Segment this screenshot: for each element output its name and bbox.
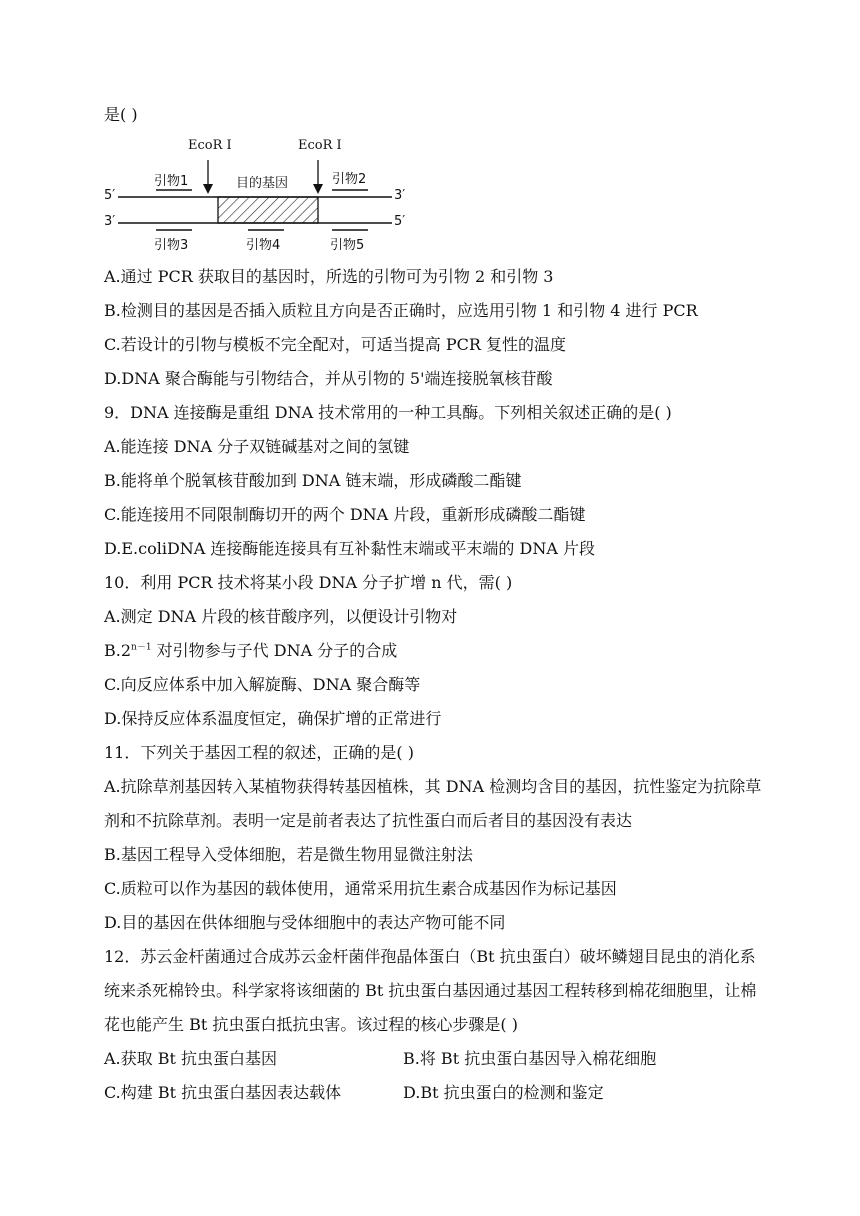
- q10-stem: 10．利用 PCR 技术将某小段 DNA 分子扩增 n 代，需( ): [104, 573, 513, 592]
- primer2-label: 引物2: [332, 172, 367, 187]
- q8-option-b: B.检测目的基因是否插入质粒且方向是否正确时，应选用引物 1 和引物 4 进行 PCR: [104, 301, 698, 320]
- q9-option-c: C.能连接用不同限制酶切开的两个 DNA 片段，重新形成磷酸二酯键: [104, 505, 586, 524]
- top-left-end-label: 5′: [104, 188, 116, 203]
- q12-option-c: C.构建 Bt 抗虫蛋白基因表达载体: [104, 1083, 342, 1102]
- q10-option-b-suffix: 对引物参与子代 DNA 分子的合成: [151, 641, 398, 660]
- q12-option-b: B.将 Bt 抗虫蛋白基因导入棉花细胞: [403, 1049, 657, 1068]
- top-right-end-label: 3′: [394, 188, 406, 203]
- exam-page: [104, 98, 764, 1110]
- bottom-left-end-label: 3′: [104, 214, 116, 229]
- q11-option-b: B.基因工程导入受体细胞，若是微生物用显微注射法: [104, 845, 473, 864]
- q10-option-d: D.保持反应体系温度恒定，确保扩增的正常进行: [104, 709, 442, 728]
- q12-options-row-1: [104, 1042, 764, 1076]
- primer3-label: 引物3: [154, 238, 189, 253]
- q9-option-a: A.能连接 DNA 分子双链碱基对之间的氢键: [104, 437, 410, 456]
- enzyme-label-right: EcoR Ⅰ: [298, 138, 342, 153]
- bottom-right-end-label: 5′: [394, 214, 406, 229]
- primer1-label: 引物1: [154, 174, 189, 189]
- primer4-label: 引物4: [246, 238, 281, 253]
- target-gene-box: [218, 197, 318, 223]
- q12-options-row-2: [104, 1076, 764, 1110]
- q10-option-b: [104, 634, 764, 668]
- q10-option-c: C.向反应体系中加入解旋酶、DNA 聚合酶等: [104, 675, 421, 694]
- q9-option-d: D.E.coliDNA 连接酶能连接具有互补黏性末端或平末端的 DNA 片段: [104, 539, 595, 558]
- q10-option-b-exponent: n－1: [131, 642, 152, 653]
- primer5-label: 引物5: [330, 238, 365, 253]
- q11-option-c: C.质粒可以作为基因的载体使用，通常采用抗生素合成基因作为标记基因: [104, 879, 617, 898]
- question-8-stem-end: 是( ): [104, 105, 138, 124]
- enzyme-label-left: EcoR Ⅰ: [188, 138, 232, 153]
- q8-option-c: C.若设计的引物与模板不完全配对，可适当提高 PCR 复性的温度: [104, 335, 566, 354]
- q9-option-b: B.能将单个脱氧核苷酸加到 DNA 链末端，形成磷酸二酯键: [104, 471, 522, 490]
- q11-option-d: D.目的基因在供体细胞与受体细胞中的表达产物可能不同: [104, 913, 506, 932]
- q12-stem: 12．苏云金杆菌通过合成苏云金杆菌伴孢晶体蛋白（Bt 抗虫蛋白）破坏鳞翅目昆虫的消化系统来杀死棉铃虫。科学家将该细菌的 Bt 抗虫蛋白基因通过基因工程转移到棉花细胞里，让棉花也能产生 Bt 抗虫蛋白抵抗虫害。该过程的核心步骤是( ): [104, 947, 757, 1034]
- q10-option-b-prefix: B.2: [104, 641, 132, 660]
- q12-option-d: D.Bt 抗虫蛋白的检测和鉴定: [403, 1083, 604, 1102]
- q11-option-a: A.抗除草剂基因转入某植物获得转基因植株，其 DNA 检测均含目的基因，抗性鉴定为抗除草剂和不抗除草剂。表明一定是前者表达了抗性蛋白而后者目的基因没有表达: [104, 777, 762, 830]
- target-gene-label: 目的基因: [236, 176, 289, 191]
- q12-option-a: A.获取 Bt 抗虫蛋白基因: [104, 1049, 278, 1068]
- q11-stem: 11．下列关于基因工程的叙述，正确的是( ): [104, 743, 414, 762]
- pcr-primer-diagram: [104, 134, 424, 260]
- q9-stem: 9．DNA 连接酶是重组 DNA 技术常用的一种工具酶。下列相关叙述正确的是( ): [104, 403, 672, 422]
- q10-option-a: A.测定 DNA 片段的核苷酸序列，以便设计引物对: [104, 607, 458, 626]
- q8-option-d: D.DNA 聚合酶能与引物结合，并从引物的 5'端连接脱氧核苷酸: [104, 369, 553, 388]
- q8-option-a: A.通过 PCR 获取目的基因时，所选的引物可为引物 2 和引物 3: [104, 267, 554, 286]
